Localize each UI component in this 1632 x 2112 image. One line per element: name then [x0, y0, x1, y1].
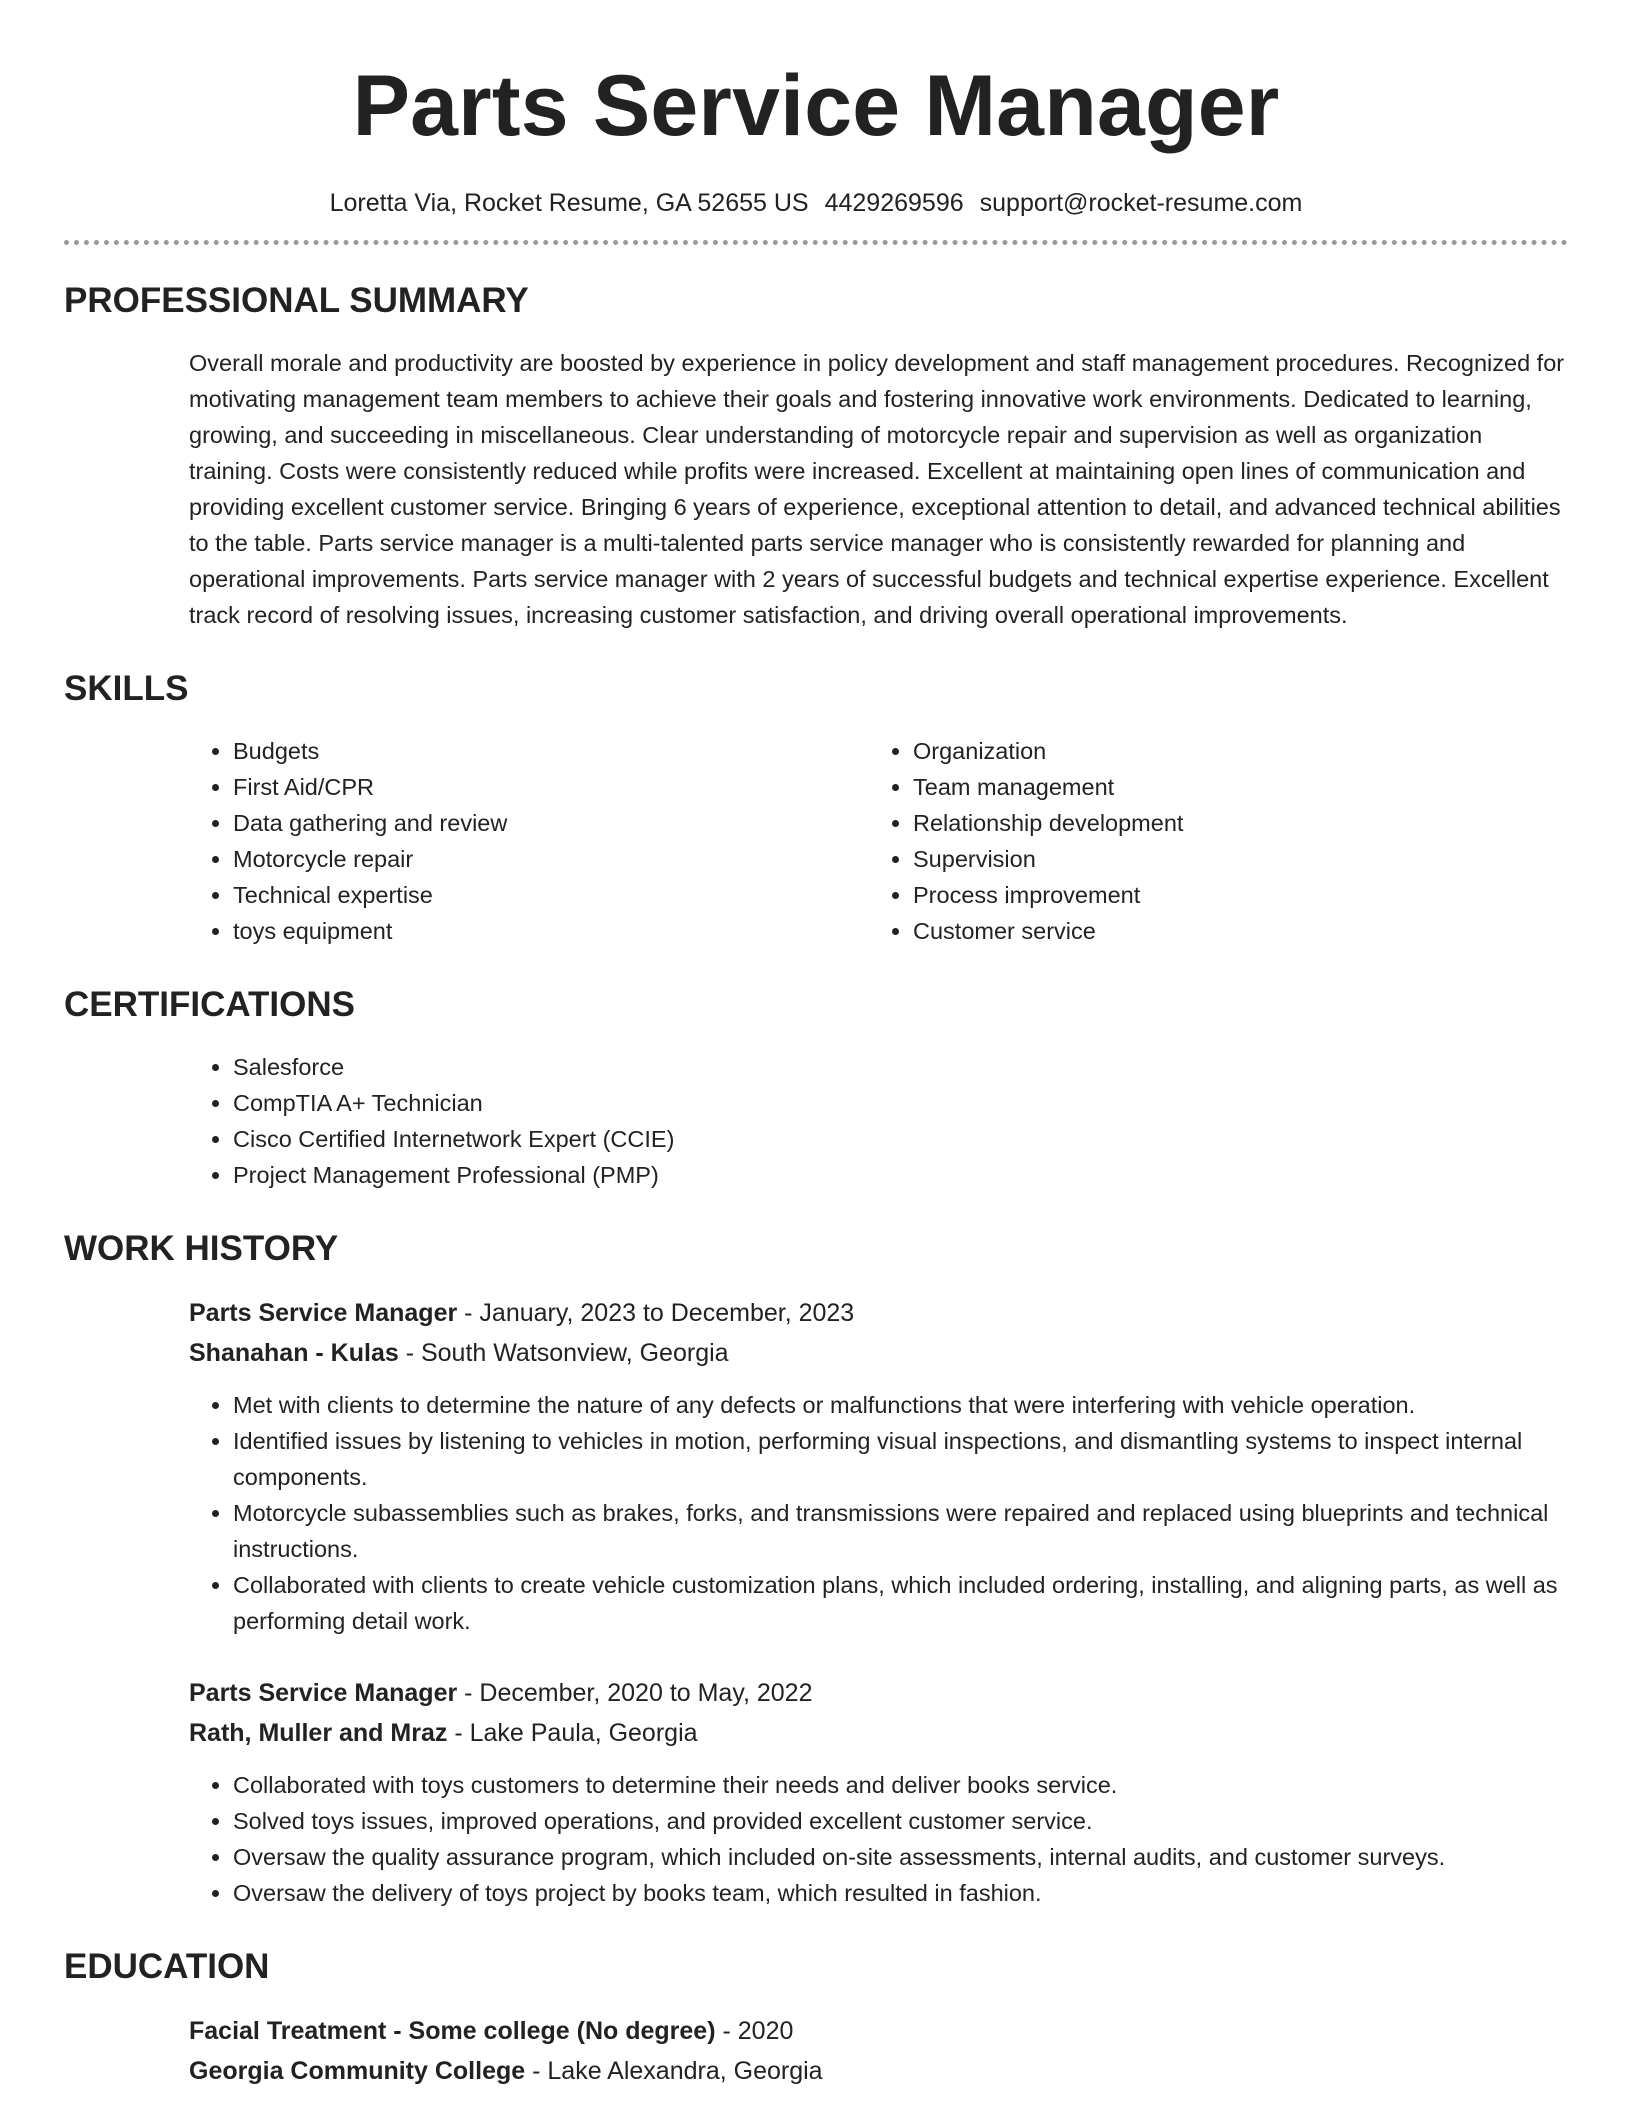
education-degree: Facial Treatment - Some college (No degree) — [189, 2017, 716, 2045]
certification-item: • CompTIA A+ Technician — [233, 1085, 1568, 1121]
education-degree-line — [189, 2011, 1568, 2051]
summary-section — [64, 279, 1568, 633]
job-bullet: • Oversaw the delivery of toys project by books team, which resulted in fashion. — [233, 1875, 1568, 1911]
skills-list-left — [189, 733, 869, 949]
contact-address: Loretta Via, Rocket Resume, GA 52655 US — [329, 189, 809, 217]
work-history-section — [64, 1227, 1568, 1911]
skill-item: • Motorcycle repair — [233, 841, 869, 877]
skill-item: • Process improvement — [913, 877, 1568, 913]
job-entry — [189, 1673, 1568, 1911]
certifications-body — [189, 1049, 1568, 1193]
contact-phone: 4429269596 — [824, 189, 964, 217]
summary-text: Overall morale and productivity are boosted by experience in policy development and staff management procedures. Recognized for motivating management team members to achieve their goals and fostering innovative work environments. Dedicated to learning, growing, and succeeding in miscellaneous. Clear understanding of motorcycle repair and supervision as well as organization training. Costs were consistently reduced while profits were increased. Excellent at maintaining open lines of communication and providing excellent customer service. Bringing 6 years of experience, exceptional attention to detail, and advanced technical abilities to the table. Parts service manager is a multi-talented parts service manager who is consistently rewarded for planning and operational improvements. Parts service manager with 2 years of successful budgets and technical expertise experience. Excellent track record of resolving issues, increasing customer satisfaction, and driving overall operational improvements. — [189, 350, 1565, 628]
skill-item: • Customer service — [913, 913, 1568, 949]
skill-item: • Technical expertise — [233, 877, 869, 913]
job-role: Parts Service Manager — [189, 1679, 458, 1707]
education-school: Georgia Community College — [189, 2057, 526, 2085]
job-bullets — [189, 1387, 1568, 1639]
education-location: - Lake Alexandra, Georgia — [525, 2057, 823, 2085]
resume-header — [64, 0, 1568, 219]
contact-info — [64, 187, 1568, 219]
job-bullet: • Collaborated with toys customers to determine their needs and deliver books service. — [233, 1767, 1568, 1803]
certification-item: • Project Management Professional (PMP) — [233, 1157, 1568, 1193]
job-bullet: • Oversaw the quality assurance program, which included on-site assessments, internal audits, and customer surveys. — [233, 1839, 1568, 1875]
certifications-title: CERTIFICATIONS — [64, 985, 356, 1024]
certifications-section — [64, 983, 1568, 1193]
skill-item: • Supervision — [913, 841, 1568, 877]
education-body — [189, 2011, 1568, 2091]
job-company: Rath, Muller and Mraz — [189, 1719, 448, 1747]
education-year: - 2020 — [715, 2017, 794, 2045]
job-company: Shanahan - Kulas — [189, 1339, 399, 1367]
job-dates: - December, 2020 to May, 2022 — [457, 1679, 813, 1707]
summary-title: PROFESSIONAL SUMMARY — [64, 281, 529, 320]
job-company-line — [189, 1713, 1568, 1753]
skills-section — [64, 667, 1568, 949]
summary-body — [189, 345, 1568, 633]
job-bullets — [189, 1767, 1568, 1911]
job-role-line — [189, 1293, 1568, 1333]
education-title: EDUCATION — [64, 1947, 270, 1986]
job-role: Parts Service Manager — [189, 1299, 458, 1327]
skills-list-right — [869, 733, 1568, 949]
skill-item: • Relationship development — [913, 805, 1568, 841]
header-divider — [64, 240, 1568, 245]
job-role-line — [189, 1673, 1568, 1713]
job-bullet: • Solved toys issues, improved operations, and provided excellent customer service. — [233, 1803, 1568, 1839]
contact-email: support@rocket-resume.com — [979, 189, 1303, 217]
skill-item: • Data gathering and review — [233, 805, 869, 841]
work-history-body — [189, 1293, 1568, 1911]
job-location: - Lake Paula, Georgia — [447, 1719, 698, 1747]
skills-title: SKILLS — [64, 669, 189, 708]
skill-item: • Team management — [913, 769, 1568, 805]
skill-item: • Budgets — [233, 733, 869, 769]
resume-name: Parts Service Manager — [352, 58, 1280, 154]
job-bullet: • Motorcycle subassemblies such as brakes, forks, and transmissions were repaired and replaced using blueprints and technical instructions. — [233, 1495, 1568, 1567]
job-entry — [189, 1293, 1568, 1639]
job-bullet: • Met with clients to determine the nature of any defects or malfunctions that were interfering with vehicle operation. — [233, 1387, 1568, 1423]
job-dates: - January, 2023 to December, 2023 — [457, 1299, 855, 1327]
certification-item: • Salesforce — [233, 1049, 1568, 1085]
skill-item: • First Aid/CPR — [233, 769, 869, 805]
job-bullet: • Identified issues by listening to vehicles in motion, performing visual inspections, and dismantling systems to inspect internal components. — [233, 1423, 1568, 1495]
job-company-line — [189, 1333, 1568, 1373]
skill-item: • toys equipment — [233, 913, 869, 949]
certifications-list — [189, 1049, 1568, 1193]
job-bullet: • Collaborated with clients to create vehicle customization plans, which included ordering, installing, and aligning parts, as well as performing detail work. — [233, 1567, 1568, 1639]
skill-item: • Organization — [913, 733, 1568, 769]
work-history-title: WORK HISTORY — [64, 1229, 339, 1268]
education-section — [64, 1945, 1568, 2091]
skills-grid — [189, 733, 1568, 949]
certification-item: • Cisco Certified Internetwork Expert (CCIE) — [233, 1121, 1568, 1157]
job-location: - South Watsonview, Georgia — [398, 1339, 729, 1367]
education-school-line — [189, 2051, 1568, 2091]
